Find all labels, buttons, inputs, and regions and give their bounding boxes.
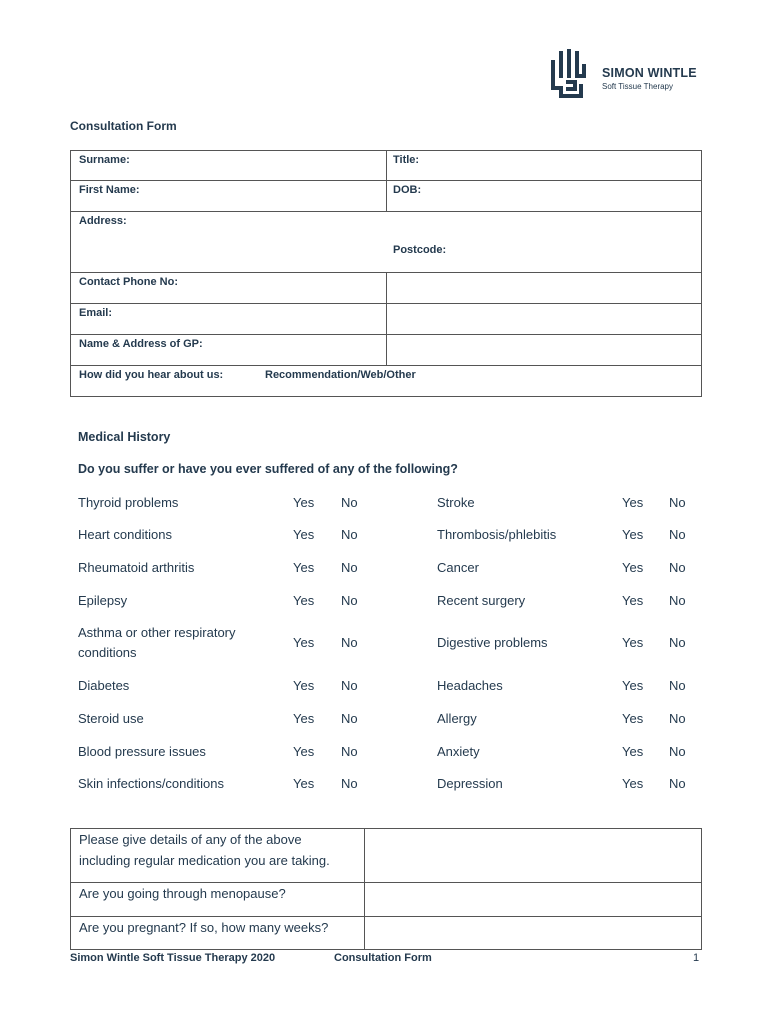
medical-row [0,560,770,580]
address-cell[interactable] [71,212,702,273]
condition-left: Rheumatoid arthritis [78,560,195,575]
yes-option[interactable]: Yes [622,495,644,510]
medical-row [0,527,770,547]
hand-logo-icon [548,48,588,98]
details-question-line2: including regular medication you are taking. [79,853,330,868]
yes-option[interactable]: Yes [293,495,315,510]
condition-right: Digestive problems [437,635,548,650]
details-question-cell [71,829,365,883]
footer-left: Simon Wintle Soft Tissue Therapy 2020 [70,952,276,964]
hear-about-options[interactable]: Recommendation/Web/Other [265,369,416,381]
condition-left: Heart conditions [78,527,172,542]
condition-left: Asthma or other respiratory [78,625,236,640]
dob-label: DOB: [393,184,422,196]
yes-option[interactable]: Yes [622,527,644,542]
condition-left: Blood pressure issues [78,744,206,759]
condition-left: Epilepsy [78,593,128,608]
no-option[interactable]: No [341,744,358,759]
condition-right: Headaches [437,678,503,693]
menopause-question: Are you going through menopause? [79,886,286,901]
page-number: 1 [693,952,700,964]
no-option[interactable]: No [341,678,358,693]
yes-option[interactable]: Yes [293,593,315,608]
condition-left: Skin infections/conditions [78,776,224,791]
details-question-line1: Please give details of any of the above [79,832,302,847]
no-option[interactable]: No [341,593,358,608]
condition-right: Recent surgery [437,593,526,608]
condition-right: Allergy [437,711,477,726]
yes-option[interactable]: Yes [622,560,644,575]
yes-option[interactable]: Yes [293,776,315,791]
surname-label: Surname: [79,154,130,166]
condition-left-continued: conditions [78,645,137,660]
condition-right: Cancer [437,560,479,575]
brand-logo [548,48,708,100]
gp-cell [71,335,387,366]
personal-details-table [70,150,702,397]
form-title: Consultation Form [70,119,177,133]
yes-option[interactable]: Yes [622,744,644,759]
address-label: Address: [79,215,127,227]
details-answer-field[interactable] [365,829,702,883]
yes-option[interactable]: Yes [622,678,644,693]
dob-cell[interactable] [387,181,702,212]
contact-phone-label: Contact Phone No: [79,276,178,288]
medical-row [0,711,770,731]
condition-right: Depression [437,776,503,791]
no-option[interactable]: No [669,527,686,542]
yes-option[interactable]: Yes [293,635,315,650]
medical-row [0,495,770,515]
contact-phone-cell [71,273,387,304]
menopause-question-cell [71,883,365,917]
yes-option[interactable]: Yes [622,776,644,791]
no-option[interactable]: No [341,495,358,510]
yes-option[interactable]: Yes [293,744,315,759]
no-option[interactable]: No [669,635,686,650]
no-option[interactable]: No [669,711,686,726]
yes-option[interactable]: Yes [622,593,644,608]
condition-right: Anxiety [437,744,480,759]
pregnant-question: Are you pregnant? If so, how many weeks? [79,920,329,935]
yes-option[interactable]: Yes [622,635,644,650]
no-option[interactable]: No [341,635,358,650]
footer-center: Consultation Form [334,952,432,964]
medical-row [0,678,770,698]
first-name-cell[interactable] [71,181,387,212]
no-option[interactable]: No [669,560,686,575]
brand-name: SIMON WINTLE [602,66,697,80]
email-field[interactable] [387,304,702,335]
medical-history-heading: Medical History [78,430,171,444]
medical-question: Do you suffer or have you ever suffered of any of the following? [78,462,458,476]
gp-field[interactable] [387,335,702,366]
pregnant-answer-field[interactable] [365,917,702,950]
medical-row [0,593,770,613]
medical-row [0,625,770,667]
condition-left: Steroid use [78,711,144,726]
email-cell [71,304,387,335]
pregnant-question-cell [71,917,365,950]
yes-option[interactable]: Yes [622,711,644,726]
no-option[interactable]: No [669,678,686,693]
medical-row [0,776,770,796]
hear-about-label: How did you hear about us: [79,369,224,381]
menopause-answer-field[interactable] [365,883,702,917]
condition-left: Diabetes [78,678,130,693]
gp-label: Name & Address of GP: [79,338,203,350]
title-cell[interactable] [387,151,702,181]
yes-option[interactable]: Yes [293,560,315,575]
email-label: Email: [79,307,113,319]
hear-about-cell[interactable] [71,366,702,397]
medical-row [0,744,770,764]
first-name-label: First Name: [79,184,140,196]
no-option[interactable]: No [341,527,358,542]
contact-phone-field[interactable] [387,273,702,304]
no-option[interactable]: No [669,744,686,759]
condition-left: Thyroid problems [78,495,179,510]
condition-right: Thrombosis/phlebitis [437,527,557,542]
brand-tagline: Soft Tissue Therapy [602,82,673,91]
condition-right: Stroke [437,495,475,510]
no-option[interactable]: No [669,776,686,791]
no-option[interactable]: No [341,560,358,575]
no-option[interactable]: No [341,776,358,791]
yes-option[interactable]: Yes [293,711,315,726]
postcode-label: Postcode: [393,244,447,256]
yes-option[interactable]: Yes [293,527,315,542]
title-label: Title: [393,154,420,166]
details-table [70,828,702,950]
no-option[interactable]: No [341,711,358,726]
no-option[interactable]: No [669,495,686,510]
yes-option[interactable]: Yes [293,678,315,693]
surname-cell[interactable] [71,151,387,181]
no-option[interactable]: No [669,593,686,608]
